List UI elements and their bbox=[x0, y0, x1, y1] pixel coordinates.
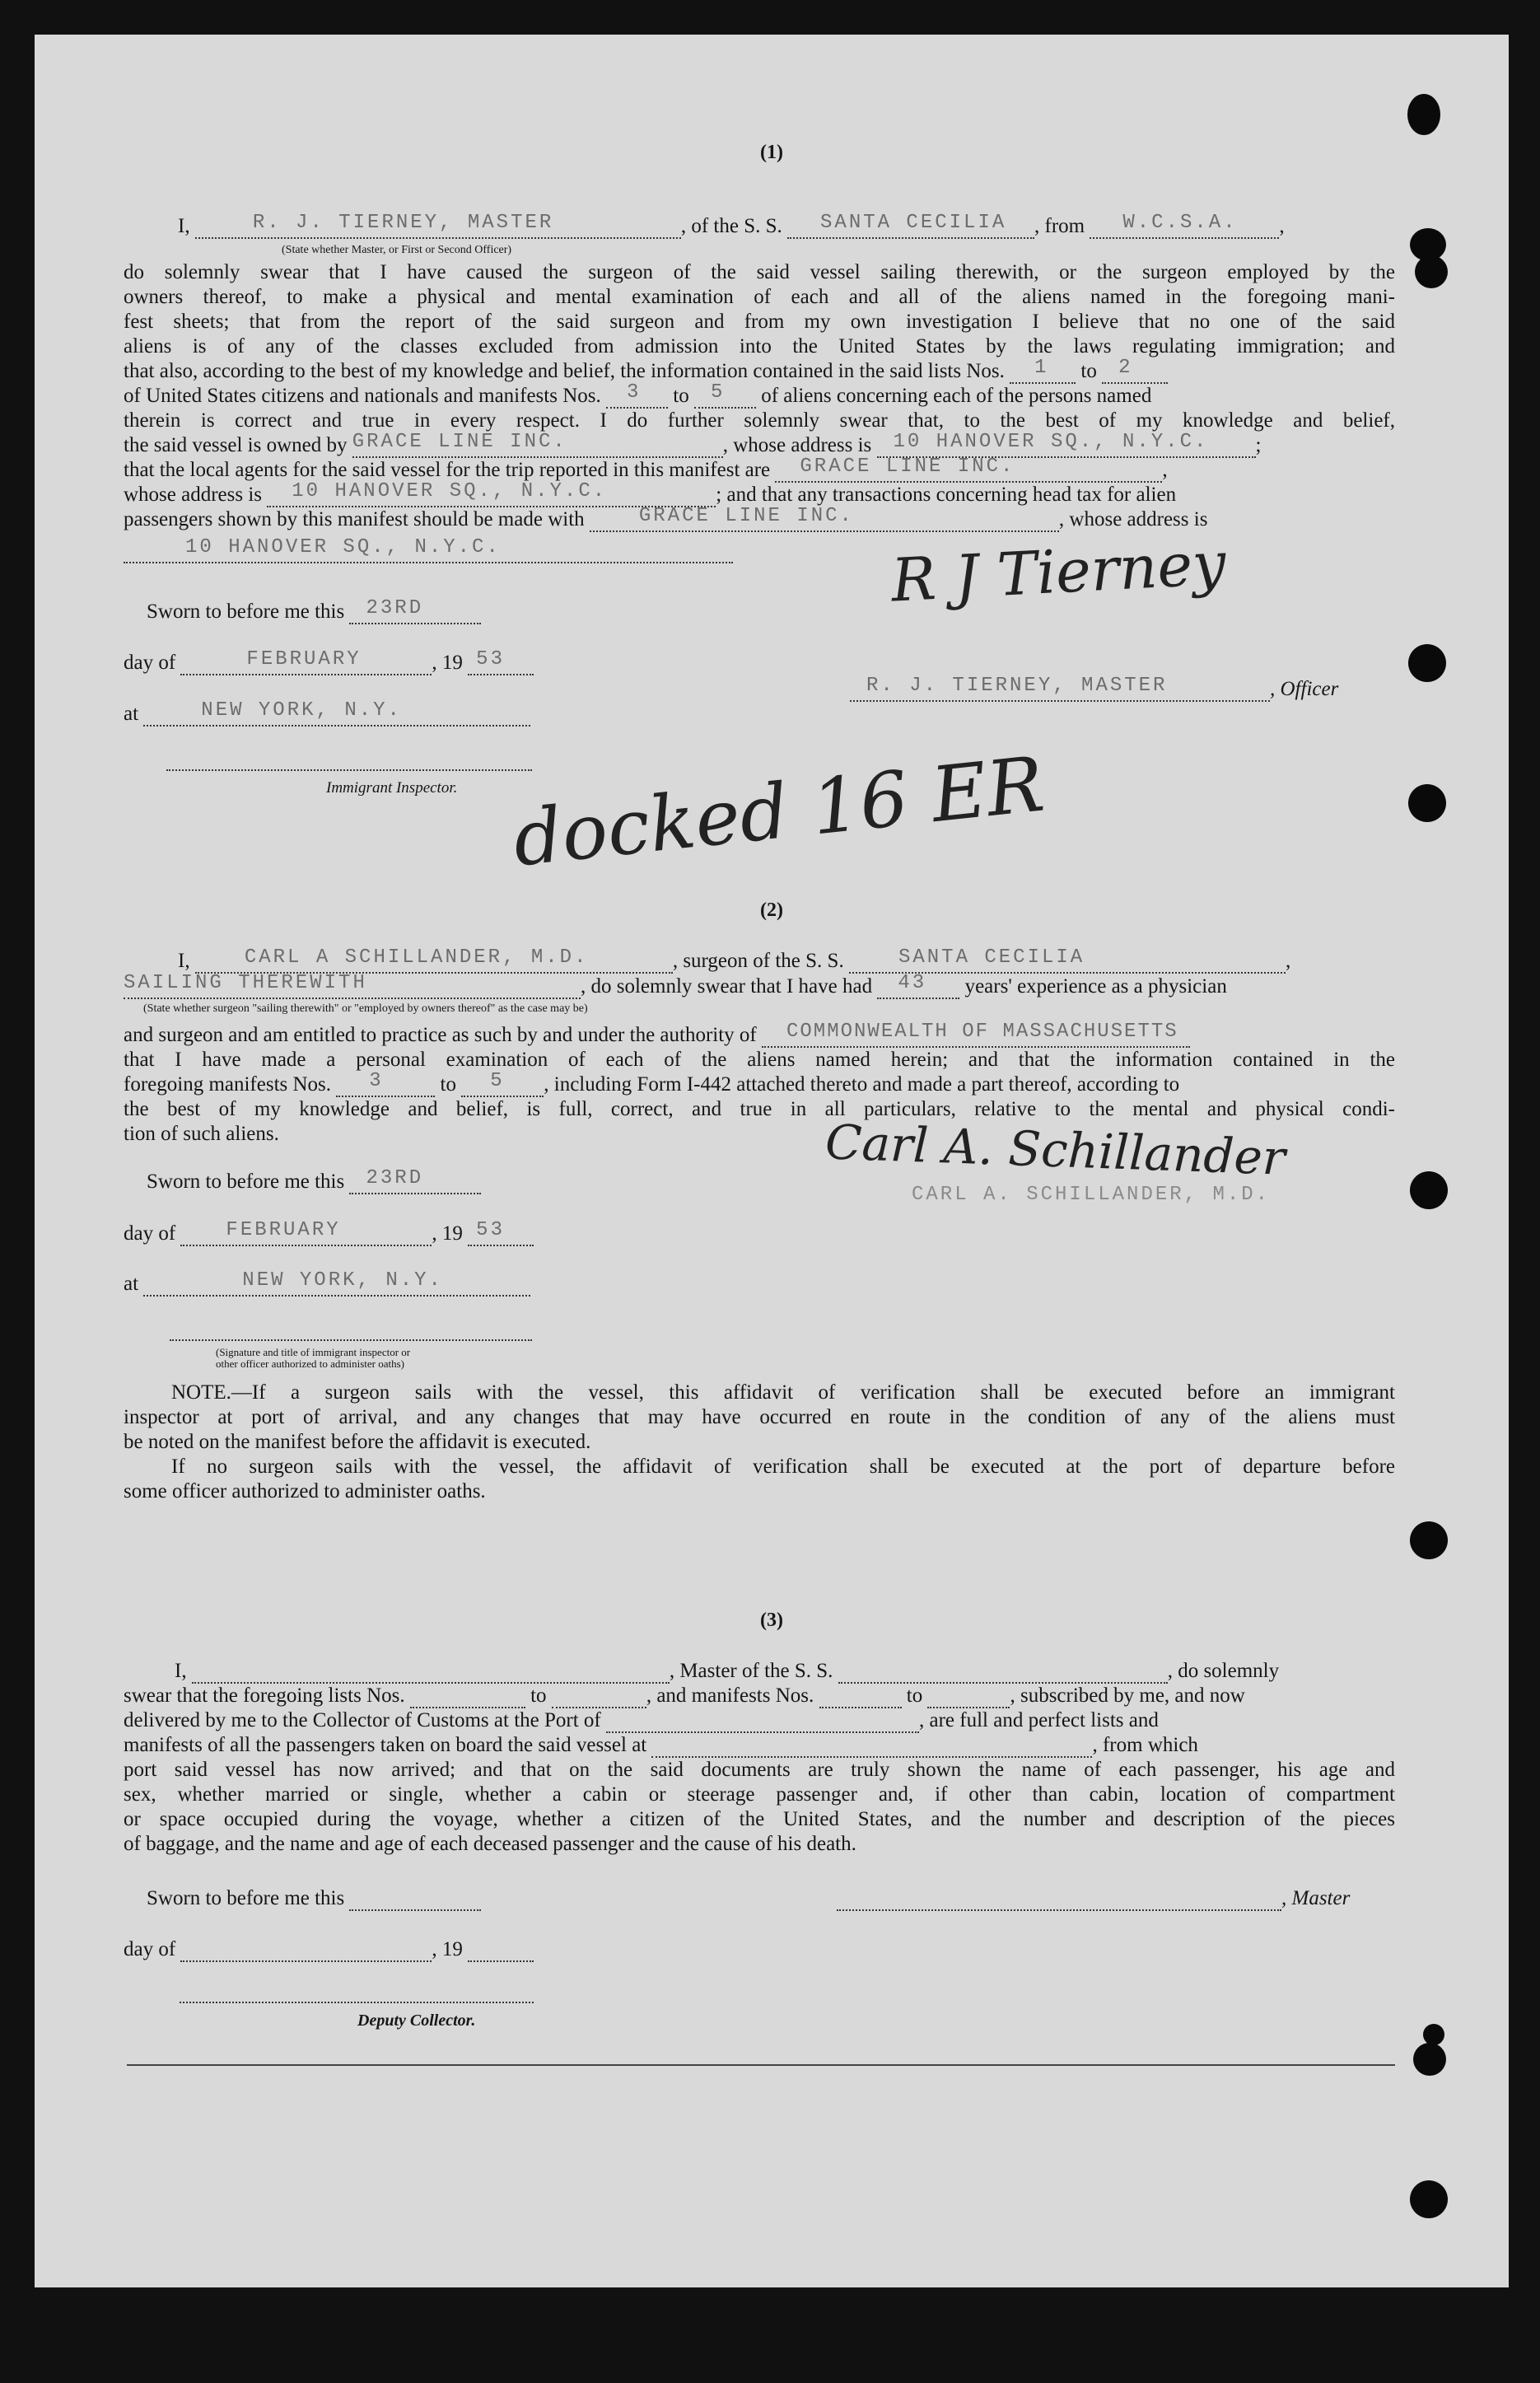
binder-hole bbox=[1423, 2024, 1444, 2045]
place-field bbox=[143, 1269, 530, 1297]
oath-text-line: sex, whether married or single, whether a cabin or steerage passenger and, if other than cabin, location of compartment bbox=[124, 1783, 1395, 1806]
note-label: NOTE. bbox=[171, 1381, 231, 1404]
authority-field bbox=[762, 1021, 1190, 1048]
years-field bbox=[877, 972, 959, 999]
typed-value: W.C.S.A. bbox=[1122, 212, 1238, 234]
day-of-line bbox=[124, 648, 534, 675]
oath-text-line: or space occupied during the voyage, whether a citizen of the United States, and the number and description of the pieces bbox=[124, 1808, 1395, 1830]
sailing-line bbox=[124, 974, 1227, 999]
label: , of the S. S. bbox=[680, 215, 782, 237]
master-sign-line bbox=[837, 1886, 1350, 1911]
label: ; bbox=[1255, 434, 1262, 456]
label: swear that the foregoing lists Nos. bbox=[124, 1684, 405, 1707]
oath-text-line: do solemnly swear that I have caused the surgeon of the said vessel sailing therewith, or the surgeon employed by the bbox=[124, 261, 1395, 283]
typed-value: CARL A SCHILLANDER, M.D. bbox=[244, 946, 589, 969]
lists-line bbox=[124, 359, 1168, 384]
sworn-line bbox=[147, 597, 481, 624]
oath-text-line: fest sheets; that from the report of the said surgeon and from my own investigation I believe that no one of the said bbox=[124, 311, 1395, 333]
port-field bbox=[606, 1709, 919, 1733]
label: , 19 bbox=[432, 652, 463, 674]
label: passengers shown by this manifest should be made with bbox=[124, 508, 585, 530]
master-field bbox=[192, 1660, 670, 1684]
from-field bbox=[1090, 212, 1279, 239]
s3-line-2 bbox=[124, 1684, 1245, 1708]
label: years' experience as a physician bbox=[964, 975, 1227, 998]
label: of United States citizens and nationals and manifests Nos. bbox=[124, 385, 601, 407]
typed-value: SANTA CECILIA bbox=[820, 212, 1007, 234]
year-field bbox=[468, 648, 534, 675]
note-text: —If a surgeon sails with the vessel, this affidavit of verification shall be executed before an immigrant bbox=[231, 1381, 1395, 1404]
oath-text-line: that I have made a personal examination of each of the aliens named herein; and that the information contained in the bbox=[124, 1049, 1395, 1071]
vessel-field bbox=[787, 212, 1034, 239]
month-field bbox=[180, 1938, 432, 1962]
binder-hole bbox=[1410, 2180, 1448, 2218]
typed-value: 3 bbox=[627, 381, 642, 404]
deputy-signature-rule bbox=[180, 2002, 534, 2003]
label: I, bbox=[175, 1660, 187, 1682]
label: to bbox=[440, 1073, 456, 1096]
binder-hole bbox=[1407, 94, 1440, 135]
label: the said vessel is owned by bbox=[124, 434, 348, 456]
master-signature: R J Tierney bbox=[889, 528, 1228, 615]
list-no-field bbox=[1102, 357, 1168, 384]
typed-value: GRACE LINE INC. bbox=[638, 505, 854, 527]
typed-value: 53 bbox=[476, 1219, 505, 1241]
surgeon-line bbox=[178, 946, 1291, 974]
typed-value: FEBRUARY bbox=[226, 1219, 341, 1241]
typed-value: 10 HANOVER SQ., N.Y.C. bbox=[185, 536, 501, 558]
field-note: (Signature and title of immigrant inspector or bbox=[216, 1346, 411, 1358]
sworn-line bbox=[147, 1886, 481, 1911]
note-line bbox=[171, 1381, 1395, 1405]
label: that also, according to the best of my knowledge and belief, the information contained in the said lists Nos. bbox=[124, 360, 1005, 382]
master-field bbox=[195, 212, 681, 239]
master-line bbox=[178, 214, 1285, 239]
label: , do solemnly swear that I have had bbox=[581, 975, 873, 998]
typed-value: SAILING THEREWITH bbox=[124, 972, 367, 994]
label: , 19 bbox=[432, 1222, 463, 1245]
surgeon-signature: Carl A. Schillander bbox=[824, 1114, 1286, 1186]
surgeon-typed-name bbox=[912, 1181, 1270, 1208]
binder-hole bbox=[1415, 255, 1448, 288]
manifest-no-field bbox=[819, 1684, 902, 1708]
oath-text-line: therein is correct and true in every respect. I do further solemnly swear that, to the best of my knowledge and belief, bbox=[124, 409, 1395, 432]
label: day of bbox=[124, 1938, 176, 1960]
officer-name-field bbox=[850, 675, 1270, 702]
year-field bbox=[468, 1938, 534, 1962]
label: foregoing manifests Nos. bbox=[124, 1073, 332, 1096]
note-text: some officer authorized to administer oaths. bbox=[124, 1480, 486, 1502]
handwritten-docking-note: docked 16 ER bbox=[509, 740, 1048, 884]
label: whose address is bbox=[124, 484, 263, 506]
surgeon-name-field bbox=[195, 946, 673, 974]
typed-value: 5 bbox=[710, 381, 726, 404]
label: , do solemnly bbox=[1167, 1660, 1280, 1682]
oath-text-line: aliens is of any of the classes excluded from admission into the United States by the laws regulating immigration; and bbox=[124, 335, 1395, 357]
label: , Master bbox=[1281, 1887, 1351, 1909]
binder-hole bbox=[1410, 1171, 1448, 1209]
field-note: other officer authorized to administer oaths) bbox=[216, 1357, 404, 1370]
month-field bbox=[180, 648, 432, 675]
label: , Master of the S. S. bbox=[669, 1660, 833, 1682]
label: , from which bbox=[1092, 1734, 1198, 1756]
place-field bbox=[143, 699, 530, 727]
section-number: (3) bbox=[760, 1610, 783, 1631]
oath-text-line: port said vessel has now arrived; and that on the said documents are truly shown the name of each passenger, his age and bbox=[124, 1759, 1395, 1781]
typed-value: FEBRUARY bbox=[246, 648, 362, 671]
label: day of bbox=[124, 652, 176, 674]
typed-value: NEW YORK, N.Y. bbox=[201, 699, 402, 722]
typed-value: 43 bbox=[898, 972, 927, 994]
note-text: If no surgeon sails with the vessel, the affidavit of verification shall be executed at the port of departure before bbox=[171, 1455, 1395, 1478]
label: , bbox=[1279, 215, 1285, 237]
label: , surgeon of the S. S. bbox=[672, 950, 844, 972]
at-line bbox=[124, 699, 530, 727]
port-field bbox=[651, 1734, 1092, 1758]
binder-hole bbox=[1408, 784, 1446, 822]
s3-line-1 bbox=[175, 1659, 1279, 1684]
oath-text-line: the best of my knowledge and belief, is full, correct, and true in all particulars, relative to the mental and physical condi- bbox=[124, 1098, 1395, 1120]
typed-value: COMMONWEALTH OF MASSACHUSETTS bbox=[786, 1021, 1178, 1043]
field-note: (State whether Master, or First or Second Officer) bbox=[282, 244, 512, 256]
list-no-field bbox=[552, 1684, 646, 1708]
typed-value: 5 bbox=[490, 1070, 505, 1092]
typed-value: 10 HANOVER SQ., N.Y.C. bbox=[292, 480, 608, 502]
deputy-label: Deputy Collector. bbox=[357, 2012, 476, 2030]
sworn-day-field bbox=[349, 1167, 481, 1194]
inspector-signature-rule bbox=[170, 1339, 532, 1341]
typed-value: R. J. TIERNEY, MASTER bbox=[866, 675, 1168, 697]
manifest-no-field bbox=[336, 1070, 435, 1097]
typed-value: CARL A. SCHILLANDER, M.D. bbox=[912, 1184, 1271, 1206]
label: at bbox=[124, 703, 139, 725]
label: I, bbox=[178, 950, 190, 972]
manifest-no-field bbox=[461, 1070, 544, 1097]
binder-hole bbox=[1410, 1521, 1448, 1559]
head-tax-address-line bbox=[124, 536, 733, 563]
typed-value: NEW YORK, N.Y. bbox=[242, 1269, 443, 1292]
month-field bbox=[180, 1219, 432, 1246]
owner-field bbox=[352, 431, 723, 458]
field-note: (State whether surgeon "sailing therewith" or "employed by owners thereof" as the case may be) bbox=[143, 1002, 588, 1015]
section-number: (2) bbox=[760, 899, 783, 921]
label: , bbox=[1162, 459, 1168, 481]
typed-value: 23RD bbox=[366, 597, 424, 619]
binder-hole bbox=[1408, 644, 1446, 682]
authority-line bbox=[124, 1023, 1190, 1048]
inspector-label: Immigrant Inspector. bbox=[326, 779, 458, 797]
label: delivered by me to the Collector of Customs at the Port of bbox=[124, 1709, 601, 1731]
note-text: be noted on the manifest before the affidavit is executed. bbox=[124, 1431, 591, 1453]
typed-value: 53 bbox=[476, 648, 505, 671]
oath-text-line: of baggage, and the name and age of each deceased passenger and the cause of his death. bbox=[124, 1833, 856, 1855]
typed-value: R. J. TIERNEY, MASTER bbox=[252, 212, 554, 234]
s3-line-4 bbox=[124, 1733, 1198, 1758]
manifest-no-field bbox=[606, 381, 668, 409]
typed-value: 1 bbox=[1034, 357, 1049, 379]
oath-text-line: owners thereof, to make a physical and mental examination of each and all of the aliens named in the foregoing mani- bbox=[124, 286, 1395, 308]
surgeon-status-field bbox=[124, 972, 581, 999]
label: of aliens concerning each of the persons named bbox=[761, 385, 1152, 407]
manifests-line bbox=[124, 1072, 1179, 1097]
label: , 19 bbox=[432, 1938, 463, 1960]
label: Sworn to before me this bbox=[147, 1170, 345, 1193]
label: I, bbox=[178, 215, 190, 237]
owner-line bbox=[124, 433, 1261, 458]
vessel-field bbox=[849, 946, 1286, 974]
label: and surgeon and am entitled to practice as such by and under the authority of bbox=[124, 1024, 757, 1046]
label: , whose address is bbox=[722, 434, 872, 456]
day-of-line bbox=[124, 1219, 534, 1246]
label: that the local agents for the said vessel for the trip reported in this manifest are bbox=[124, 459, 771, 481]
list-no-field bbox=[1010, 357, 1076, 384]
officer-line bbox=[850, 677, 1338, 702]
manifest-no-field bbox=[927, 1684, 1010, 1708]
label: , whose address is bbox=[1058, 508, 1208, 530]
typed-value: 2 bbox=[1118, 357, 1133, 379]
head-tax-address-field bbox=[124, 536, 733, 563]
label: to bbox=[673, 385, 689, 407]
section-number: (1) bbox=[760, 142, 783, 163]
label: , Officer bbox=[1270, 678, 1339, 700]
vessel-field bbox=[838, 1660, 1168, 1684]
label: to bbox=[1080, 360, 1097, 382]
typed-value: 3 bbox=[369, 1070, 384, 1092]
head-tax-line bbox=[124, 507, 1207, 532]
note-text: inspector at port of arrival, and any changes that may have occurred en route in the condition of any of the aliens must bbox=[124, 1406, 1395, 1428]
label: , including Form I-442 attached thereto and made a part thereof, according to bbox=[544, 1073, 1180, 1096]
oath-text-line: tion of such aliens. bbox=[124, 1123, 279, 1145]
sworn-day-field bbox=[349, 1887, 481, 1911]
binder-hole bbox=[1413, 2043, 1446, 2076]
typed-value: SANTA CECILIA bbox=[898, 946, 1085, 969]
typed-value: GRACE LINE INC. bbox=[352, 431, 567, 453]
s3-line-3 bbox=[124, 1708, 1159, 1733]
label: ; and that any transactions concerning head tax for alien bbox=[716, 484, 1177, 506]
label: day of bbox=[124, 1222, 176, 1245]
head-tax-field bbox=[590, 505, 1059, 532]
manifest-no-field bbox=[694, 381, 756, 409]
list-no-field bbox=[410, 1684, 525, 1708]
label: Sworn to before me this bbox=[147, 600, 345, 623]
manifests-line bbox=[124, 381, 1152, 409]
label: Sworn to before me this bbox=[147, 1887, 345, 1909]
master-signature-field bbox=[837, 1887, 1281, 1911]
label: to bbox=[906, 1684, 923, 1707]
label: at bbox=[124, 1273, 139, 1295]
typed-value: 23RD bbox=[366, 1167, 424, 1189]
sworn-day-field bbox=[349, 597, 481, 624]
agents-line bbox=[124, 458, 1168, 483]
agents-field bbox=[775, 456, 1162, 483]
bottom-rule bbox=[127, 2064, 1395, 2066]
at-line bbox=[124, 1269, 530, 1297]
label: , from bbox=[1034, 215, 1085, 237]
inspector-signature-rule bbox=[166, 769, 532, 771]
typed-value: GRACE LINE INC. bbox=[800, 456, 1015, 478]
label: manifests of all the passengers taken on board the said vessel at bbox=[124, 1734, 647, 1756]
label: , bbox=[1285, 950, 1291, 972]
day-of-line bbox=[124, 1937, 534, 1962]
document-page bbox=[35, 35, 1509, 2287]
year-field bbox=[468, 1219, 534, 1246]
sworn-line bbox=[147, 1167, 481, 1194]
label: to bbox=[530, 1684, 547, 1707]
label: , are full and perfect lists and bbox=[919, 1709, 1159, 1731]
label: , and manifests Nos. bbox=[646, 1684, 814, 1707]
label: , subscribed by me, and now bbox=[1010, 1684, 1245, 1707]
typed-value: 10 HANOVER SQ., N.Y.C. bbox=[893, 431, 1209, 453]
